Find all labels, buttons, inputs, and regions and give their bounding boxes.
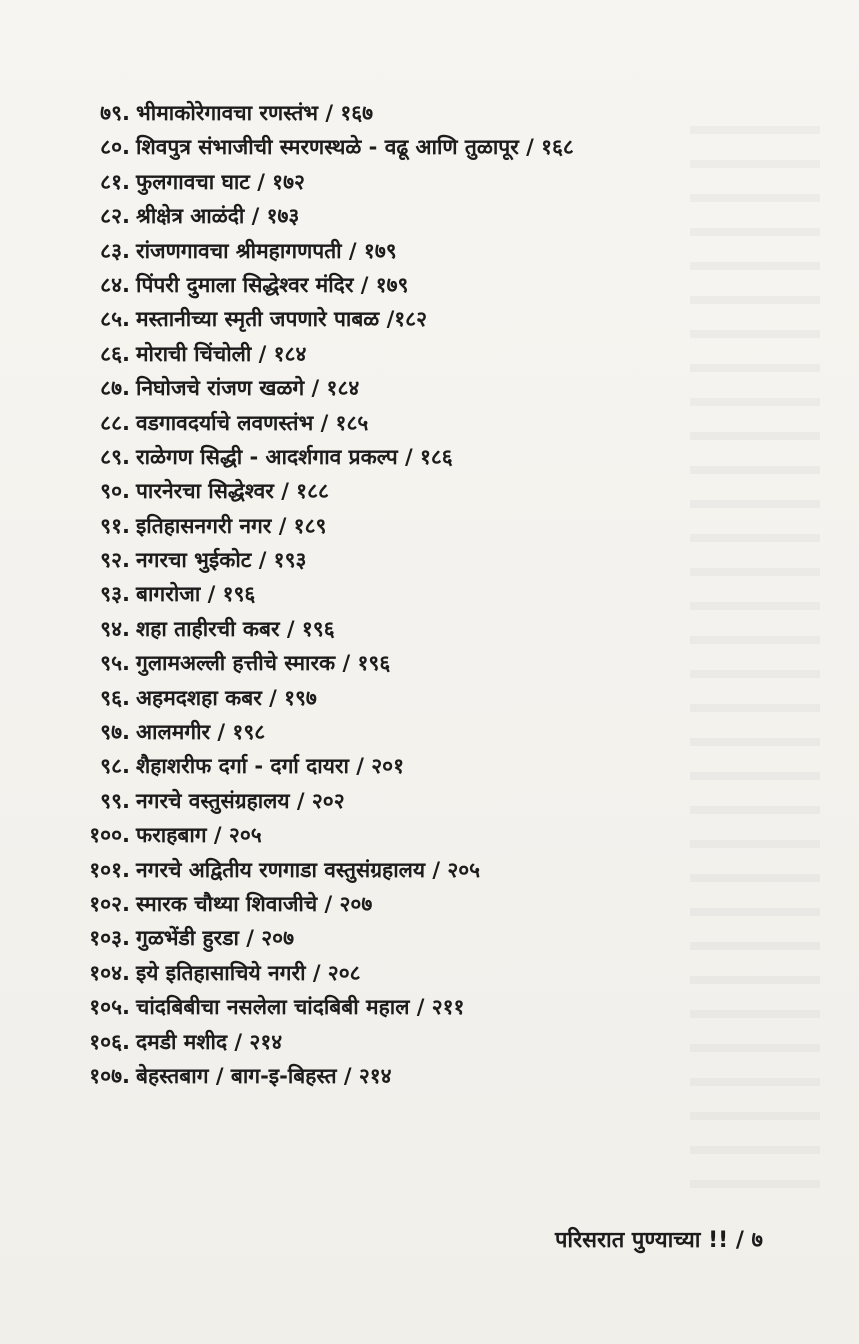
toc-entry-number: ९२. (100, 548, 130, 573)
toc-entry (66, 1025, 826, 1059)
toc-entry-title: इये इतिहासाचिये नगरी / २०८ (136, 960, 361, 985)
toc-entry-title: शिवपुत्र संभाजीची स्मरणस्थळे - वढू आणि तुळापूर / १६८ (136, 135, 574, 160)
toc-entry-title: शहा ताहीरची कबर / १९६ (136, 616, 335, 641)
toc-entry-number: ९५. (100, 651, 130, 676)
toc-entry-number: ८०. (100, 135, 130, 160)
toc-entry (66, 440, 826, 474)
toc-entry-title: मोराची चिंचोली / १८४ (136, 341, 307, 366)
toc-entry-title: निघोजचे रांजण खळगे / १८४ (136, 376, 360, 401)
toc-entry-title: अहमदशहा कबर / १९७ (136, 685, 317, 710)
toc-entry-number: ९१. (100, 513, 130, 538)
toc-entry (66, 130, 826, 164)
toc-entry-number: ८२. (100, 204, 130, 229)
toc-entry (66, 543, 826, 577)
toc-entry (66, 784, 826, 818)
toc-entry-number: १०५. (89, 995, 130, 1020)
toc-entry-title: भीमाकोरेगावचा रणस्तंभ / १६७ (136, 101, 374, 125)
toc-entry (66, 921, 826, 955)
toc-entry-title: नगरचे वस्तुसंग्रहालय / २०२ (136, 788, 345, 813)
toc-entry (66, 509, 826, 543)
toc-entry (66, 302, 826, 336)
toc-entry-number: ८३. (100, 238, 130, 263)
toc-entry-title: दमडी मशीद / २१४ (136, 1029, 283, 1054)
toc-entry (66, 406, 826, 440)
toc-entry-number: ८६. (100, 341, 130, 366)
toc-entry-number: १०३. (89, 926, 130, 951)
page-footer: परिसरात पुण्याच्या !! / ७ (554, 1228, 763, 1253)
toc-entry-number: १०१. (89, 857, 130, 882)
toc-entry-title: गुलामअल्ली हत्तीचे स्मारक / १९६ (136, 651, 391, 676)
toc-entry-number: १०६. (89, 1029, 130, 1054)
toc-entry (66, 234, 826, 268)
toc-entry (66, 371, 826, 405)
toc-entry-number: १०४. (89, 960, 130, 985)
toc-entry-title: आलमगीर / १९८ (136, 720, 266, 745)
table-of-contents (66, 96, 826, 1093)
toc-entry-title: रांजणगावचा श्रीमहागणपती / १७९ (136, 238, 397, 263)
toc-entry-number: ८८. (100, 410, 130, 435)
toc-entry-number: ८५. (100, 307, 130, 332)
toc-entry (66, 956, 826, 990)
toc-entry-title: बागरोजा / १९६ (136, 582, 256, 607)
toc-entry-number: १००. (89, 823, 130, 848)
toc-entry-number: ९४. (100, 616, 130, 641)
toc-entry-title: बेहस्तबाग / बाग-इ-बिहस्त / २१४ (136, 1063, 392, 1088)
toc-entry-number: ९०. (100, 479, 130, 504)
toc-entry-number: १०२. (89, 891, 130, 916)
toc-entry-number: ९८. (100, 754, 130, 779)
toc-entry-title: राळेगण सिद्धी - आदर्शगाव प्रकल्प / १८६ (136, 444, 453, 469)
toc-entry (66, 818, 826, 852)
toc-entry-title: पिंपरी दुमाला सिद्धेश्वर मंदिर / १७९ (136, 272, 409, 297)
toc-entry (66, 612, 826, 646)
toc-entry-number: ९३. (100, 582, 130, 607)
toc-entry (66, 1059, 826, 1093)
toc-entry-title: फुलगावचा घाट / १७२ (136, 169, 305, 194)
toc-entry (66, 646, 826, 680)
toc-entry-number: ९६. (100, 685, 130, 710)
toc-entry-number: ८४. (100, 272, 130, 297)
toc-entry (66, 749, 826, 783)
toc-entry-title: नगरचे अद्वितीय रणगाडा वस्तुसंग्रहालय / २०५ (136, 857, 481, 882)
toc-entry-number: ८९. (100, 444, 130, 469)
toc-entry (66, 474, 826, 508)
toc-entry-title: स्मारक चौथ्या शिवाजीचे / २०७ (136, 891, 373, 916)
toc-entry-title: पारनेरचा सिद्धेश्वर / १८८ (136, 479, 329, 504)
toc-entry (66, 990, 826, 1024)
toc-entry-title: वडगावदर्याचे लवणस्तंभ / १८५ (136, 410, 369, 435)
toc-entry-title: नगरचा भुईकोट / १९३ (136, 548, 307, 573)
toc-entry (66, 96, 826, 130)
toc-entry (66, 337, 826, 371)
toc-entry (66, 577, 826, 611)
toc-entry-number: ९७. (100, 720, 130, 745)
toc-entry-title: फराहबाग / २०५ (136, 823, 262, 848)
toc-entry-title: श्रीक्षेत्र आळंदी / १७३ (136, 204, 300, 229)
toc-entry-number: ८७. (100, 376, 130, 401)
toc-entry-title: इतिहासनगरी नगर / १८९ (136, 513, 327, 538)
toc-entry-number: ८१. (100, 169, 130, 194)
toc-entry-title: मस्तानीच्या स्मृती जपणारे पाबळ /१८२ (136, 307, 428, 332)
toc-entry (66, 853, 826, 887)
toc-entry-title: गुळभेंडी हुरडा / २०७ (136, 926, 294, 951)
toc-entry (66, 715, 826, 749)
toc-entry-title: चांदबिबीचा नसलेला चांदबिबी महाल / २११ (136, 995, 465, 1020)
toc-entry-number: ७९. (100, 101, 130, 125)
toc-entry (66, 681, 826, 715)
toc-entry-number: ९९. (100, 788, 130, 813)
toc-entry (66, 268, 826, 302)
toc-entry-number: १०७. (89, 1063, 130, 1088)
toc-entry-title: शैहाशरीफ दर्गा - दर्गा दायरा / २०१ (136, 754, 405, 779)
toc-entry (66, 887, 826, 921)
toc-entry (66, 165, 826, 199)
toc-entry (66, 199, 826, 233)
